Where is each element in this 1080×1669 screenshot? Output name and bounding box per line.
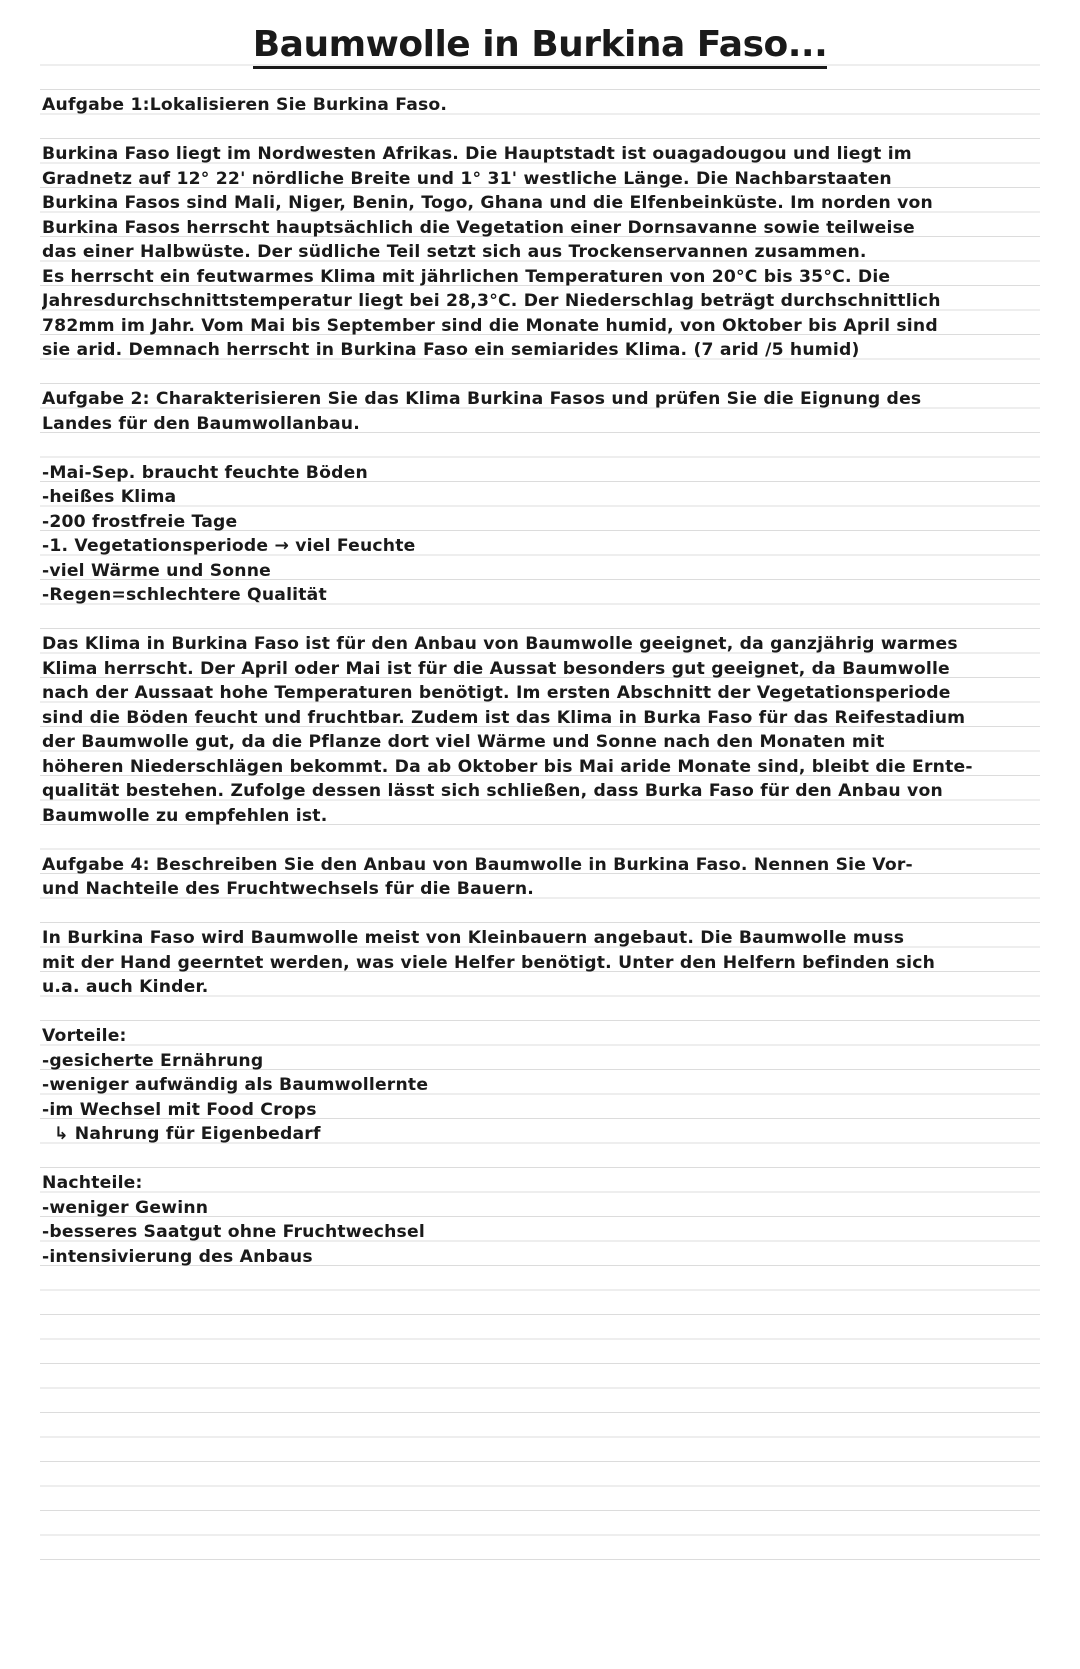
task2-line: Baumwolle zu empfehlen ist. [42, 805, 328, 826]
spacer [42, 436, 1038, 461]
task4-line: In Burkina Faso wird Baumwolle meist von Kleinbauern angebaut. Die Baumwolle muss [42, 928, 905, 948]
task1-line: 782mm im Jahr. Vom Mai bis September sind die Monate humid, von Oktober bis April sind [42, 315, 938, 336]
paper-margin-left [0, 0, 40, 1669]
notes-content [42, 93, 1038, 1269]
disadvantages-list [42, 1196, 1038, 1270]
list-item: -heißes Klima [42, 487, 177, 507]
task1-line: das einer Halbwüste. Der südliche Teil setzt sich aus Trockenservannen zusammen. [42, 242, 867, 262]
spacer [42, 1147, 1038, 1172]
task1-line: Es herrscht ein feutwarmes Klima mit jährlichen Temperaturen von 20°C bis 35°C. Die [42, 266, 891, 287]
task2-heading: Aufgabe 2: Charakterisieren Sie das Klima Burkina Fasos und prüfen Sie die Eignung des [42, 389, 922, 409]
list-item: -intensivierung des Anbaus [42, 1246, 313, 1267]
list-item: -1. Vegetationsperiode → viel Feuchte [42, 536, 416, 556]
task4-paragraph [42, 926, 1038, 1000]
page-title-text: Baumwolle in Burkina Faso... [253, 24, 828, 69]
paper-margin-right [1040, 0, 1080, 1669]
task1-line: Jahresdurchschnittstemperatur liegt bei 28,3°C. Der Niederschlag beträgt durchschnittlich [42, 291, 941, 311]
spacer [42, 118, 1038, 143]
list-item: -besseres Saatgut ohne Fruchtwechsel [42, 1222, 425, 1242]
spacer [42, 608, 1038, 633]
list-item: -weniger Gewinn [42, 1197, 209, 1218]
task2-line: Das Klima in Burkina Faso ist für den Anbau von Baumwolle geeignet, da ganzjährig warmes [42, 634, 958, 654]
task1-heading: Aufgabe 1:Lokalisieren Sie Burkina Faso. [42, 95, 448, 115]
task2-bullet-list [42, 461, 1038, 608]
list-item: -200 frostfreie Tage [42, 511, 238, 532]
task1-line: Burkina Fasos herrscht hauptsächlich die Vegetation einer Dornsavanne sowie teilweise [42, 217, 915, 238]
spacer [42, 902, 1038, 927]
task1-line: Burkina Faso liegt im Nordwesten Afrikas. Die Hauptstadt ist ouagadougou und liegt im [42, 144, 912, 164]
task2-line: qualität bestehen. Zufolge dessen lässt sich schließen, dass Burka Faso für den Anbau von [42, 781, 943, 801]
task1-paragraph [42, 142, 1038, 363]
task2-line: der Baumwolle gut, da die Pflanze dort viel Wärme und Sonne nach den Monaten mit [42, 732, 885, 752]
task2-line: nach der Aussaat hohe Temperaturen benötigt. Im ersten Abschnitt der Vegetationsperiode [42, 683, 951, 703]
task4-heading: Aufgabe 4: Beschreiben Sie den Anbau von Baumwolle in Burkina Faso. Nennen Sie Vor- [42, 854, 913, 875]
spacer [42, 1000, 1038, 1025]
task2-heading: Landes für den Baumwollanbau. [42, 413, 360, 434]
task2-line: Klima herrscht. Der April oder Mai ist für die Aussat besonders gut geeignet, da Baumwolle [42, 658, 950, 679]
list-item: -gesicherte Ernährung [42, 1050, 264, 1071]
list-item: -Mai-Sep. braucht feuchte Böden [42, 462, 368, 483]
list-item: -weniger aufwändig als Baumwollernte [42, 1075, 429, 1095]
list-item: -viel Wärme und Sonne [42, 560, 272, 581]
advantages-list [42, 1049, 1038, 1147]
task4-line: mit der Hand geerntet werden, was viele Helfer benötigt. Unter den Helfern befinden sich [42, 952, 936, 973]
task2-line: höheren Niederschlägen bekommt. Da ab Oktober bis Mai aride Monate sind, bleibt die Ernte- [42, 756, 973, 777]
paper-margin-bottom [0, 1560, 1080, 1669]
spacer [42, 828, 1038, 853]
task1-line: sie arid. Demnach herrscht in Burkina Faso ein semiarides Klima. (7 arid /5 humid) [42, 340, 860, 360]
list-item: -im Wechsel mit Food Crops [42, 1099, 317, 1120]
list-item: -Regen=schlechtere Qualität [42, 585, 327, 605]
task2-line: sind die Böden feucht und fruchtbar. Zudem ist das Klima in Burka Faso für das Reifestadium [42, 707, 966, 728]
task4-line: u.a. auch Kinder. [42, 977, 209, 997]
advantages-label: Vorteile: [42, 1026, 127, 1046]
task1-line: Gradnetz auf 12° 22' nördliche Breite und 1° 31' westliche Länge. Die Nachbarstaaten [42, 168, 892, 189]
spacer [42, 363, 1038, 388]
task4-heading: und Nachteile des Fruchtwechsels für die Bauern. [42, 879, 535, 899]
page-title [0, 22, 1080, 68]
task1-line: Burkina Fasos sind Mali, Niger, Benin, Togo, Ghana und die Elfenbeinküste. Im norden von [42, 193, 933, 213]
list-item: ↳ Nahrung für Eigenbedarf [54, 1124, 321, 1144]
task2-paragraph [42, 632, 1038, 828]
disadvantages-label: Nachteile: [42, 1173, 143, 1193]
